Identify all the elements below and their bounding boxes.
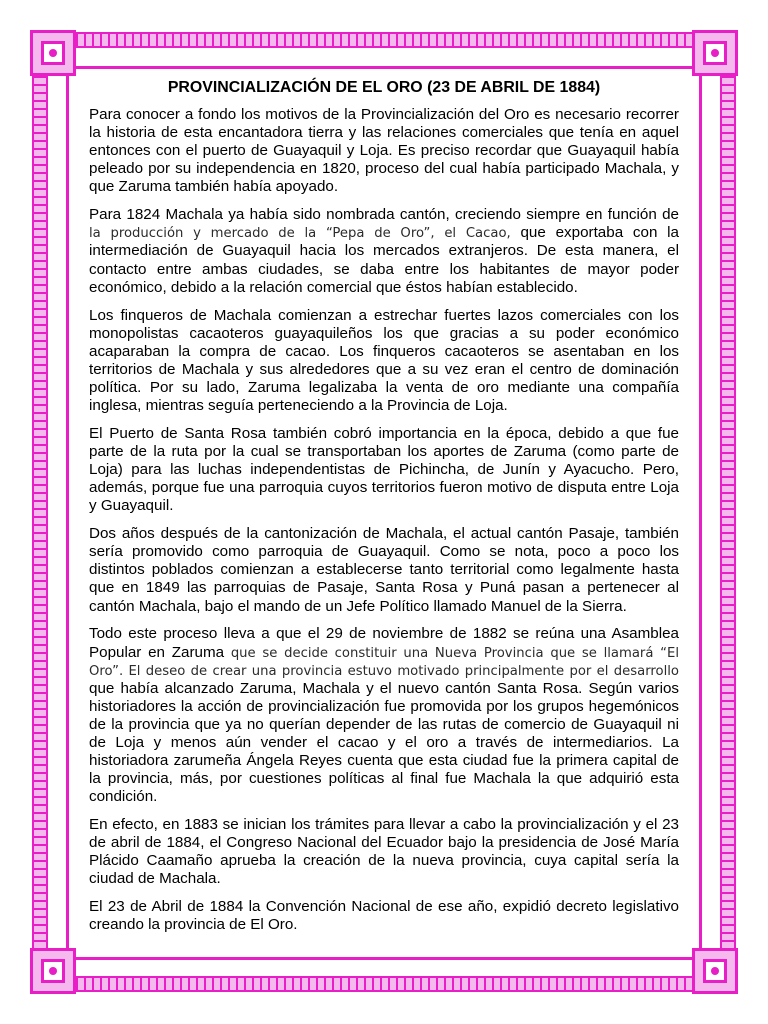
- page-border-bottom: [76, 976, 692, 992]
- paragraph-text: Los finqueros de Machala comienzan a estrechar fuertes lazos comerciales con los monopolistas cacaoteros guayaquileños los que gracias a su poder económico acaparaban la compra de cacao. Los finqueros cacaoteros se asentaban en los territorios de Machala y sus alrededores que a su vez eran el centro de dominación política. Por su lado, Zaruma legalizaba la venta de oro mediante una compañía inglesa, mientras seguía perteneciendo a la Provincia de Loja.: [89, 306, 679, 414]
- paragraph-text: Todo este proceso lleva a que el 29 de noviembre de 1882 se reúna una Asamblea Popular en Zaruma: [89, 625, 679, 661]
- corner-ornament-top-left: [30, 30, 76, 76]
- corner-ornament-inner: [41, 959, 65, 983]
- corner-dot: [711, 49, 719, 57]
- corner-ornament-inner: [41, 41, 65, 65]
- page-border-top: [76, 32, 692, 48]
- corner-ornament-inner: [703, 41, 727, 65]
- paragraph: [89, 206, 679, 296]
- corner-ornament-bottom-right: [692, 948, 738, 994]
- page-border-right: [720, 76, 736, 948]
- corner-ornament-inner: [703, 959, 727, 983]
- paragraph: [89, 425, 679, 515]
- corner-dot: [711, 967, 719, 975]
- paragraph-text: En efecto, en 1883 se inician los trámites para llevar a cabo la provincialización y el 23 de abril de 1884, el Congreso Nacional del Ecuador bajo la presidencia de José María Plácido Caamaño aprueba la creación de la nueva provincia, cuya capital sería la ciudad de Machala.: [89, 816, 679, 888]
- paragraph-text: Para conocer a fondo los motivos de la Provincialización del Oro es necesario recorrer la historia de esta encantadora tierra y las relaciones comerciales que tenía en aquel entonces con el puerto de Guayaquil y Loja. Es preciso recordar que Guayaquil había peleado por su independencia en 1820, proceso del cual había participado Machala, y que Zaruma también había apoyado.: [89, 106, 679, 196]
- paragraph: [89, 525, 679, 615]
- corner-dot: [49, 967, 57, 975]
- paragraph: [89, 106, 679, 196]
- corner-ornament-bottom-left: [30, 948, 76, 994]
- corner-ornament-top-right: [692, 30, 738, 76]
- document-title: PROVINCIALIZACIÓN DE EL ORO (23 DE ABRIL DE 1884): [167, 79, 601, 96]
- corner-dot: [49, 49, 57, 57]
- paragraph-text-alt-font: que se decide constituir una Nueva Provincia que se llamará “El Oro”. El deseo de crear una provincia estuvo motivado principalmente por el desarrollo: [89, 645, 679, 679]
- paragraph-text: Para 1824 Machala ya había sido nombrada cantón, creciendo siempre en función de: [89, 206, 679, 224]
- paragraph-text: que exportaba con la intermediación de Guayaquil hacia los mercados extranjeros. De esta manera, el contacto entre ambas ciudades, se daba entre los habitantes de mayor poder económico, debido a la relación comercial que éstos habían establecido.: [89, 224, 680, 296]
- paragraph: [89, 625, 679, 806]
- paragraph: [89, 816, 679, 888]
- paragraph: [89, 898, 679, 934]
- paragraph-text: El Puerto de Santa Rosa también cobró importancia en la época, debido a que fue parte de la ruta por la cual se transportaban los aportes de Zaruma (como parte de Loja) para las luchas independentistas de Pichincha, de Junín y Ayacucho. Pero, además, porque fue una parroquia cuyos territorios fueron motivo de disputa entre Loja y Guayaquil.: [89, 424, 679, 515]
- paragraph-text-alt-font: la producción y mercado de la “Pepa de Oro”, el Cacao,: [89, 226, 511, 242]
- document-body: [89, 79, 679, 944]
- paragraph-text: Dos años después de la cantonización de Machala, el actual cantón Pasaje, también sería promovido como parroquia de Guayaquil. Como se nota, poco a poco los distintos poblados comienzan a establecerse tanto territorial como legalmente hasta que en 1849 las parroquias de Pasaje, Santa Rosa y Puná pasan a pertenecer al cantón Machala, bajo el mando de un Jefe Político llamado Manuel de la Sierra.: [89, 525, 679, 615]
- paragraph-text: que había alcanzado Zaruma, Machala y el nuevo cantón Santa Rosa. Según varios historiadores la acción de provincialización fue promovida por los grupos hegemónicos de la provincia que ya no querían depender de las rutas de comercio de Guayaquil ni de Loja y menos aún vender el cacao y el oro a través de intermediarios. La historiadora zarumeña Ángela Reyes cuenta que esta ciudad fue la primera capital de la provincia, más, por cuestiones políticas al final fue Machala la que adquirió esta condición.: [89, 679, 679, 806]
- paragraph-text: El 23 de Abril de 1884 la Convención Nacional de ese año, expidió decreto legislativo creando la provincia de El Oro.: [89, 898, 679, 934]
- paragraph: [89, 307, 679, 416]
- page-border-left: [32, 76, 48, 948]
